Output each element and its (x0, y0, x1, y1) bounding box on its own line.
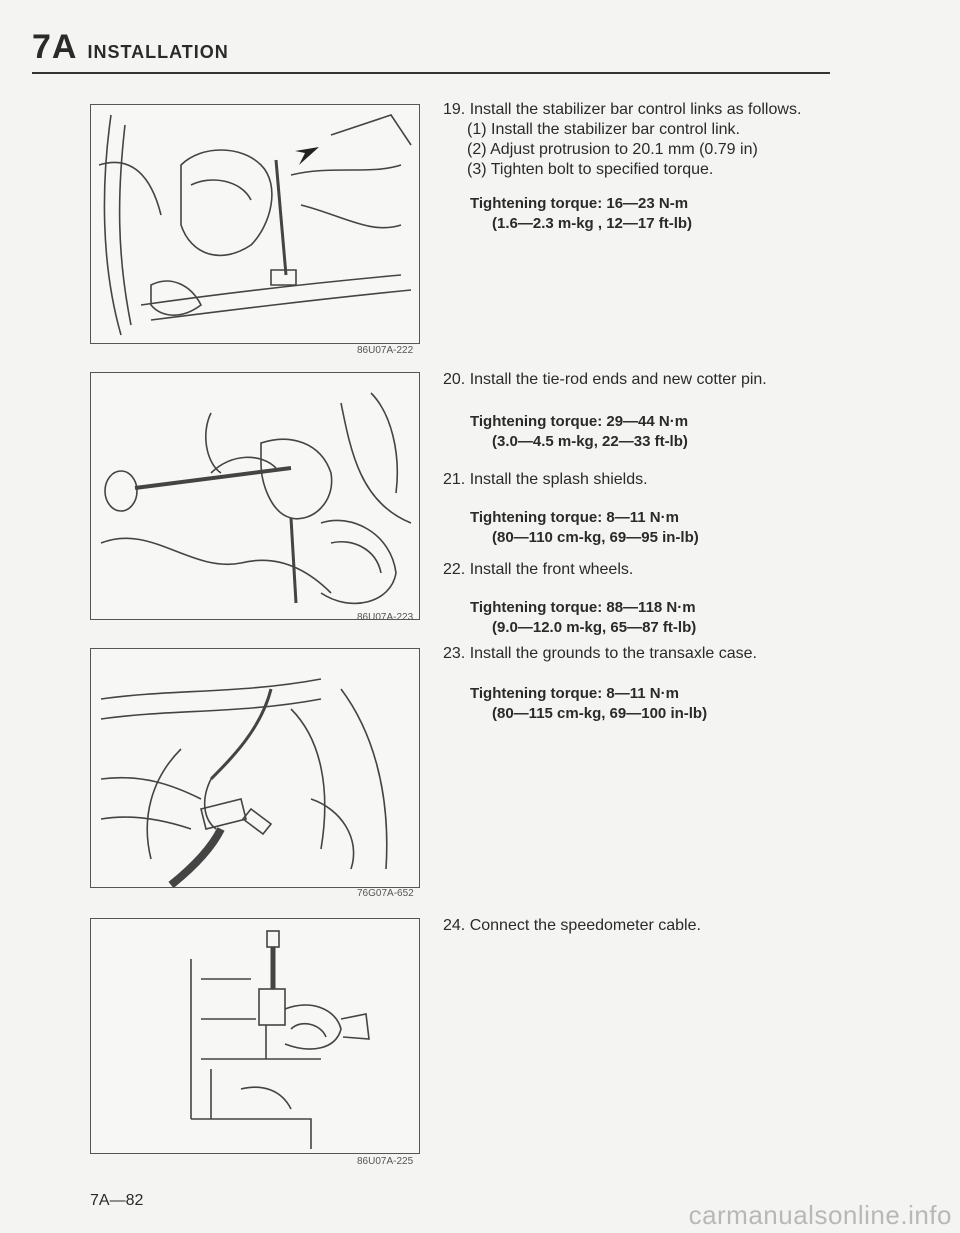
stabilizer-link-illustration (91, 105, 419, 343)
figure-code-2: 86U07A-223 (357, 612, 414, 623)
figure-code-4: 86U07A-225 (357, 1156, 414, 1167)
grounds-illustration (91, 649, 419, 887)
step-19-sub-3: (3) Tighten bolt to specified torque. (467, 161, 714, 178)
section-number: 7A (32, 28, 78, 66)
step-19-sub-1: (1) Install the stabilizer bar control link. (467, 121, 740, 138)
step-19-sub-2: (2) Adjust protrusion to 20.1 mm (0.79 in) (467, 141, 758, 158)
torque-22-label: Tightening torque: 88—118 N·m (470, 599, 696, 616)
step-23 (443, 644, 843, 664)
page-number: 7A—82 (90, 1192, 144, 1209)
torque-22-conversion: (9.0—12.0 m-kg, 65—87 ft-lb) (492, 619, 697, 636)
torque-20 (470, 412, 850, 452)
step-19 (443, 100, 843, 180)
torque-23 (470, 684, 850, 724)
torque-21-conversion: (80—110 cm-kg, 69—95 in-lb) (492, 529, 699, 546)
arrow-indicator (295, 147, 319, 165)
step-19-text: 19. Install the stabilizer bar control links as follows. (443, 101, 802, 118)
tie-rod-illustration (91, 373, 419, 619)
figure-code-1: 86U07A-222 (357, 345, 414, 356)
figure-speedometer (90, 918, 420, 1154)
torque-19-conversion: (1.6—2.3 m-kg , 12—17 ft-lb) (492, 215, 693, 232)
step-22-text: 22. Install the front wheels. (443, 561, 634, 578)
page-header (32, 28, 229, 67)
torque-21 (470, 508, 850, 548)
torque-22 (470, 598, 850, 638)
speedometer-cable-illustration (91, 919, 419, 1153)
watermark: carmanualsonline.info (688, 1200, 952, 1230)
step-24-text: 24. Connect the speedometer cable. (443, 917, 701, 934)
torque-21-label: Tightening torque: 8—11 N·m (470, 509, 679, 526)
torque-20-label: Tightening torque: 29—44 N·m (470, 413, 689, 430)
figure-stabilizer-link (90, 104, 420, 344)
step-22 (443, 560, 843, 580)
step-23-text: 23. Install the grounds to the transaxle case. (443, 645, 757, 662)
torque-20-conversion: (3.0—4.5 m-kg, 22—33 ft-lb) (492, 433, 688, 450)
step-21-text: 21. Install the splash shields. (443, 471, 648, 488)
torque-23-conversion: (80—115 cm-kg, 69—100 in-lb) (492, 705, 708, 722)
header-rule (32, 72, 830, 74)
figure-grounds (90, 648, 420, 888)
torque-19 (470, 194, 850, 234)
figure-code-3: 76G07A-652 (357, 888, 414, 899)
figure-tie-rod (90, 372, 420, 620)
step-20 (443, 370, 843, 390)
torque-19-label: Tightening torque: 16—23 N-m (470, 195, 689, 212)
step-20-text: 20. Install the tie-rod ends and new cotter pin. (443, 371, 767, 388)
step-24 (443, 916, 843, 936)
section-title: INSTALLATION (87, 42, 229, 62)
step-21 (443, 470, 843, 490)
torque-23-label: Tightening torque: 8—11 N·m (470, 685, 679, 702)
